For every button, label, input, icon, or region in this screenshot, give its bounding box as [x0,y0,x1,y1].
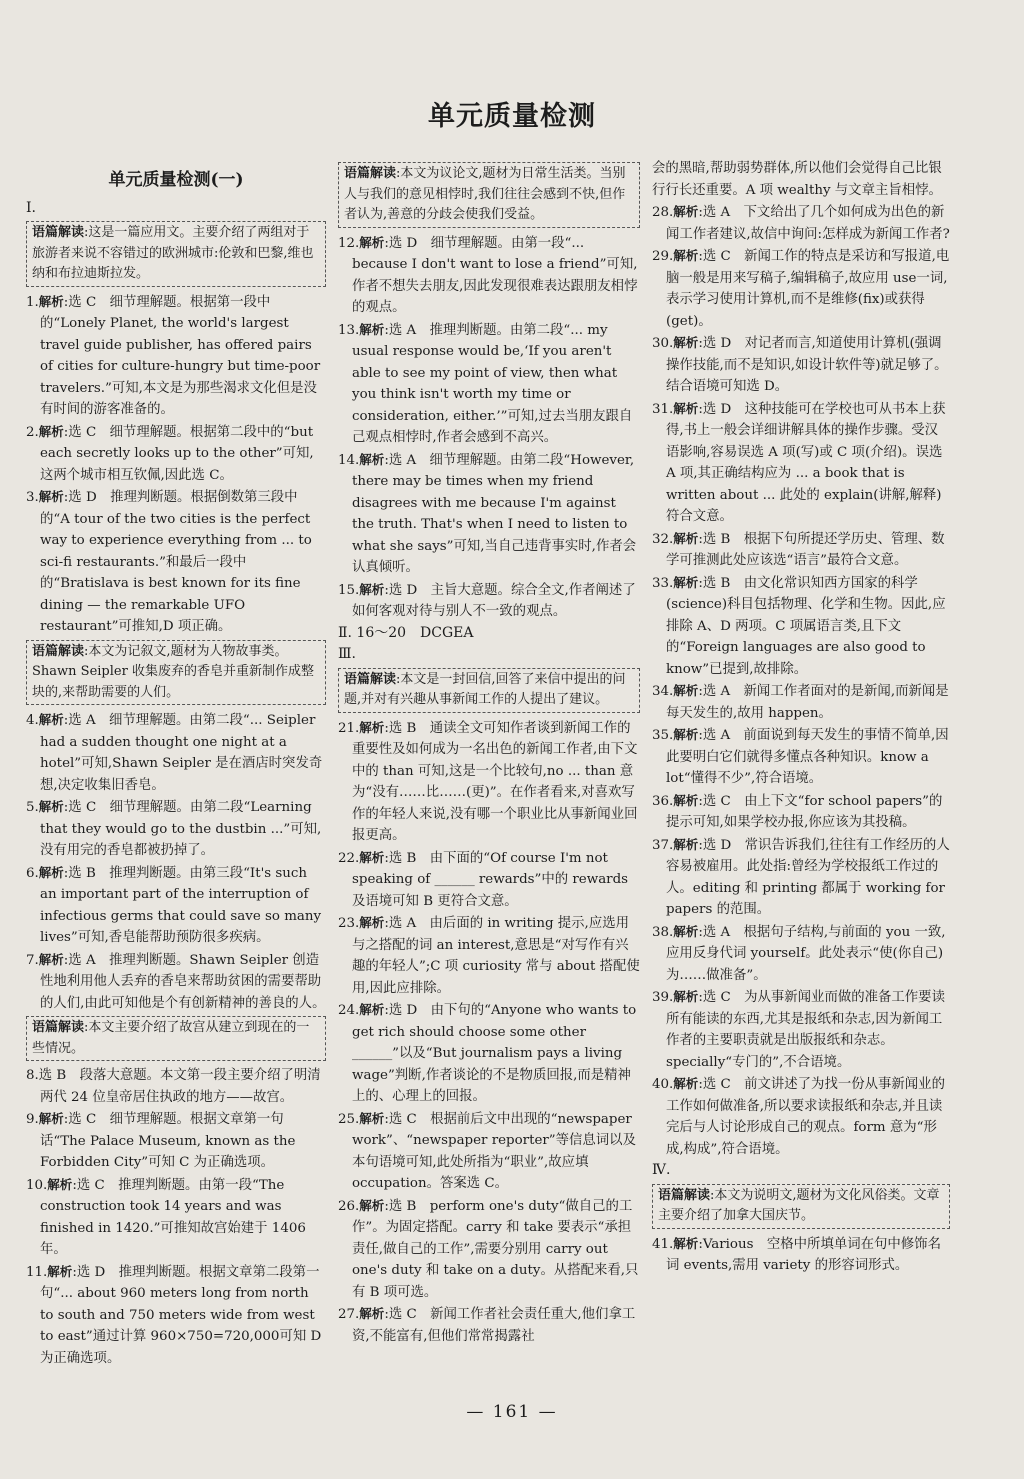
column-3 [652,158,950,1277]
summary-label: 语篇解读 [32,1020,85,1035]
item-number: 1. [26,294,39,310]
item-text: :选 A 前面说到每天发生的事情不简单,因此要明白它们就得多懂点各种知识。know a lot“懂得不少”,符合语境。 [666,728,949,786]
answer-item [652,1073,950,1160]
explanation-label: 解析 [38,712,64,727]
item-text: :选 C 新闻工作者社会责任重大,他们拿工资,不能富有,但他们常常揭露社 [352,1307,636,1344]
answer-item [338,1303,640,1347]
answer-item [26,1174,326,1261]
explanation-label: 解析 [38,864,64,880]
item-number: 25. [338,1111,360,1127]
item-number: 40. [652,1077,674,1092]
item-text: :选 A 推理判断题。由第二段“... my usual response would be,‘If you aren't able to see my point of view, then what you think isn't worth my time or consideration, either.’”可知,过去当朋友跟自己观点相悖时,作者会感到不高兴。 [352,322,633,445]
item-text: :选 B 由文化常识知西方国家的科学(science)科目包括物理、化学和生物。因此,应排除 A、D 两项。C 项属语言类,且下文的“Foreign languages are also good to know”已提到,故排除。 [666,575,946,677]
item-text: :选 A 根据句子结构,与前面的 you 一致,应用反身代词 yourself。此处表示“使(你自己)为……做准备”。 [666,924,946,983]
item-number: 29. [652,249,674,264]
item-text: :选 D 常识告诉我们,往往有工作经历的人容易被雇用。此处指:曾经为学校报纸工作过的人。editing 和 printing 都属于 working for papers 的范围。 [666,837,950,917]
answer-item [26,1065,326,1108]
answer-item [26,421,326,487]
item-number: 33. [652,575,674,591]
summary-text: :本文为议论文,题材为日常生活类。当别人与我们的意见相悖时,我们往往会感到不快,但作者认为,善意的分歧会使我们受益。 [344,166,626,222]
passage-summary-box [652,1184,950,1229]
explanation-label: 解析 [359,581,385,597]
item-text: :选 D 主旨大意题。综合全文,作者阐述了如何客观对待与别人不一致的观点。 [352,582,636,619]
item-number: 11. [26,1264,48,1280]
item-number: 4. [26,713,39,728]
item-number: 7. [26,952,39,968]
explanation-label: 解析 [673,727,699,742]
continued-text: 会的黑暗,帮助弱势群体,所以他们会觉得自己比银行行长还重要。A 项 wealthy 与文章主旨相悖。 [652,161,942,198]
summary-label: 语篇解读 [658,1187,711,1203]
answer-item [338,717,640,847]
answer-item [652,528,950,572]
explanation-label: 解析 [38,423,64,439]
summary-text: :本文是一封回信,回答了来信中提出的问题,并对有兴趣从事新闻工作的人提出了建议。 [344,671,626,707]
summary-text: :本文主要介绍了故宫从建立到现在的一些情况。 [32,1020,310,1056]
passage-summary-box [338,162,640,228]
summary-text: :本文为说明文,题材为文化风俗类。文章主要介绍了加拿大国庆节。 [658,1187,940,1223]
item-number: 13. [338,322,360,338]
part-heading: Ⅳ. [652,1162,671,1178]
item-number: 9. [26,1112,39,1127]
item-text: :选 A 由后面的 in writing 提示,应选用与之搭配的词 an interest,意思是“对写作有兴趣的年轻人”;C 项 curiosity 常与 about 搭配使用,因此应排除。 [352,916,640,996]
answer-item [652,201,950,245]
page-title: 单元质量检测 [428,101,596,132]
answer-item [652,724,950,790]
passage-summary-box [26,640,326,706]
item-number: 14. [338,452,360,468]
item-number: 30. [652,336,674,351]
answer-item [338,579,640,623]
answer-item [338,999,640,1108]
item-number: 28. [652,205,674,220]
answer-item [26,796,326,862]
answer-item [26,486,326,638]
item-number: 8. [26,1068,39,1083]
item-number: 6. [26,865,39,881]
item-text: :选 D 由下句的“Anyone who wants to get rich should choose some other ______”以及“But journalism pays a living wage”判断,作者谈论的不是物质回报,而是精神上的、心理上的回报。 [352,1003,637,1104]
answer-item [26,291,326,421]
item-text: :选 C 为从事新闻业而做的准备工作要读所有能读的东西,尤其是报纸和杂志,因为新闻工作者的主要职责就是出版报纸和杂志。specially“专门的”,不合语境。 [666,990,945,1070]
summary-label: 语篇解读 [32,225,85,240]
item-text: :选 D 推理判断题。根据文章第二段第一句“... about 960 meters long from north to south and 750 meters wide from west to east”通过计算 960×750=720,000可知 D 为正确选项。 [40,1264,322,1366]
item-number: 15. [338,582,360,598]
item-text: :选 B 推理判断题。由第三段“It's such an important part of the interruption of infectious germs that could save so many lives”可知,香皂能帮助预防很多疾病。 [40,865,322,945]
item-text: :选 D 推理判断题。根据倒数第三段中的“A tour of the two cities is the perfect way to experience everything from ... to sci-fi restaurants.”和最后一段中的“Bratislava is best known for its fine dining — the remarkable UFO restaurant”可推知,D 项正确。 [40,490,312,634]
item-number: 38. [652,924,674,940]
item-number: 23. [338,916,360,931]
explanation-label: 解析 [359,451,385,467]
column-2 [338,160,640,1347]
item-number: 26. [338,1198,360,1214]
explanation-label: 解析 [359,1110,385,1126]
item-text: :选 C 新闻工作的特点是采访和写报道,电脑一般是用来写稿子,编辑稿子,故应用 use一词,表示学习使用计算机,而不是维修(fix)或获得(get)。 [666,249,950,329]
answer-item [26,1108,326,1174]
explanation-label: 解析 [673,923,699,939]
column-1 [26,160,326,1369]
answer-item [652,332,950,398]
item-text: :选 B 通读全文可知作者谈到新闻工作的重要性及如何成为一名出色的新闻工作者,由下文中的 than 可知,这是一个比较句,no ... than 意为“没有……比……(更)”。在作者看来,对喜欢写作的年轻人来说,没有哪一个职业比从事新闻业回报更高。 [352,720,638,843]
item-number: 31. [652,401,674,417]
item-text: 选 B 段落大意题。本文第一段主要介绍了明清两代 24 位皇帝居住执政的地方——故宫。 [38,1068,321,1105]
answer-item [652,680,950,724]
answer-item [652,986,950,1073]
answer-item [652,572,950,681]
item-number: 39. [652,990,674,1005]
explanation-label: 解析 [38,293,64,309]
answer-item [652,1233,950,1277]
answer-item [652,790,950,834]
explanation-label: 解析 [47,1263,73,1279]
item-number: 37. [652,837,674,853]
item-text: :选 A 下文给出了几个如何成为出色的新闻工作者建议,故信中询问:怎样成为新闻工作者? [666,205,950,242]
part-heading: Ⅰ. [26,199,36,216]
explanation-label: 解析 [359,234,385,250]
item-text: :选 A 细节理解题。由第二段“... Seipler had a sudden thought one night at a hotel”可知,Shawn Seipler 是在酒店时突发奇想,决定收集旧香皂。 [40,713,323,793]
part-heading: Ⅲ. [338,646,356,662]
summary-text: :这是一篇应用文。主要介绍了两组对于旅游者来说不容错过的欧洲城市:伦敦和巴黎,维也纳和布拉迪斯拉发。 [32,225,314,281]
answer-item [652,245,950,332]
explanation-label: 解析 [673,248,699,263]
page-number: — 161 — [466,1402,558,1422]
answer-item [338,1195,640,1304]
summary-label: 语篇解读 [32,643,85,659]
explanation-label: 解析 [673,400,699,416]
explanation-label: 解析 [673,204,699,219]
item-text: :选 C 根据前后文中出现的“newspaper work”、“newspaper reporter”等信息词以及本句语境可知,此处所指为“职业”,故应填 occupation。答案选 C。 [352,1111,636,1191]
explanation-label: 解析 [359,1002,385,1017]
passage-summary-box [338,668,640,713]
item-text: :选 C 细节理解题。根据第一段中的“Lonely Planet, the world's largest travel guide publisher, has offered pairs of cities for culture-hungry but time-poor travelers.”可知,本文是为那些渴求文化但是没有时间的游客准备的。 [40,294,321,417]
item-text: :选 C 细节理解题。根据第二段中的“but each secretly looks up to the other”可知,这两个城市相互钦佩,因此选 C。 [40,424,314,483]
item-text: :选 A 细节理解题。由第二段“However, there may be times when my friend disagrees with me because I'm against the truth. That's when I need to listen to what she says”可知,当自己违背事实时,作者会认真倾听。 [352,452,637,575]
item-number: 22. [338,850,360,866]
item-number: 2. [26,424,39,440]
item-number: 10. [26,1177,48,1193]
passage-summary-box [26,1016,326,1061]
item-number: 35. [652,728,674,743]
item-text: :选 C 细节理解题。根据文章第一句话“The Palace Museum, known as the Forbidden City”可知 C 为正确选项。 [40,1112,296,1170]
item-number: 32. [652,531,674,547]
item-text: :选 D 对记者而言,知道使用计算机(强调操作技能,而不是知识,如设计软件等)就足够了。结合语境可知选 D。 [666,336,948,394]
answer-item [338,847,640,913]
item-number: 12. [338,235,360,251]
summary-text: :本文为记叙文,题材为人物故事类。Shawn Seipler 收集废弃的香皂并重新制作成整块的,来帮助需要的人们。 [32,643,314,700]
item-text: :选 A 新闻工作者面对的是新闻,而新闻是每天发生的,故用 happen。 [666,684,949,721]
explanation-label: 解析 [673,530,699,546]
explanation-label: 解析 [673,574,699,590]
item-text: :选 A 推理判断题。Shawn Seipler 创造性地利用他人丢弃的香皂来帮助贫困的需要帮助的人们,由此可知他是个有创新精神的善良的人。 [40,952,326,1011]
item-text: :选 B perform one's duty“做自己的工作”。为固定搭配。carry 和 take 要表示“承担责任,做自己的工作”,需要分别用 carry out one's duty 和 take on a duty。从搭配来看,只有 B 项可选。 [352,1198,639,1300]
explanation-label: 解析 [673,335,699,350]
explanation-label: 解析 [38,951,64,967]
answer-item [26,862,326,949]
explanation-label: 解析 [359,321,385,337]
answer-item [26,1261,326,1370]
item-text: :选 C 推理判断题。由第一段“The construction took 14 years and was finished in 1420.”可推知故宫始建于 1406 年。 [40,1177,306,1257]
explanation-label: 解析 [673,683,699,698]
explanation-label: 解析 [359,1197,385,1213]
explanation-label: 解析 [673,792,699,808]
answer-item [338,1108,640,1195]
summary-label: 语篇解读 [344,671,397,687]
summary-label: 语篇解读 [344,166,397,181]
explanation-label: 解析 [359,719,385,735]
item-number: 5. [26,800,39,815]
explanation-label: 解析 [673,989,699,1004]
item-number: 21. [338,720,360,736]
explanation-label: 解析 [38,489,64,504]
item-text: :选 D 这种技能可在学校也可从书本上获得,书上一般会详细讲解具体的操作步骤。受汉语影响,容易误选 A 项(写)或 C 项(介绍)。误选 A 项,其正确结构应为 ... a book that is written about ... 此处的 explain(讲解,解释)符合文意。 [666,401,946,524]
item-text: :Various 空格中所填单词在句中修饰名词 events,需用 variety 的形容词形式。 [666,1236,941,1273]
answer-item [652,834,950,921]
item-number: 24. [338,1003,360,1018]
item-number: 34. [652,684,674,699]
answer-item [652,398,950,528]
item-text: :选 B 根据下句所提还学历史、管理、数学可推测此处应该选“语言”最符合文意。 [666,531,945,568]
item-number: 36. [652,793,674,809]
item-number: 3. [26,490,39,505]
section-title: 单元质量检测(一) [108,170,244,190]
explanation-label: 解析 [38,799,64,814]
item-text: :选 C 前文讲述了为找一份从事新闻业的工作如何做准备,所以要求读报纸和杂志,并且读完后与人讨论形成自己的观点。form 意为“形成,构成”,符合语境。 [666,1077,945,1157]
explanation-label: 解析 [47,1176,73,1192]
answer-item [338,232,640,319]
answer-item [338,912,640,999]
answer-item [26,709,326,796]
item-number: 27. [338,1307,360,1322]
explanation-label: 解析 [673,836,699,852]
answer-item [338,449,640,579]
explanation-label: 解析 [673,1076,699,1091]
item-number: 41. [652,1236,674,1252]
item-text: :选 C 由上下文“for school papers”的提示可知,如果学校办报,你应该为其投稿。 [666,793,943,830]
explanation-label: 解析 [359,1306,385,1321]
explanation-label: 解析 [38,1111,64,1126]
answer-item [338,319,640,449]
item-text: :选 D 细节理解题。由第一段“... because I don't want to lose a friend”可知,作者不想失去朋友,因此发现很难表达跟朋友相悖的观点。 [352,235,638,315]
explanation-label: 解析 [673,1235,699,1251]
item-text: :选 B 由下面的“Of course I'm not speaking of ______ rewards”中的 rewards 及语境可知 B 更符合文意。 [352,850,629,909]
answer-item [652,921,950,987]
explanation-label: 解析 [359,849,385,865]
part-heading: Ⅱ. 16～20 DCGEA [338,624,474,641]
answer-item [26,949,326,1015]
passage-summary-box [26,221,326,287]
item-text: :选 C 细节理解题。由第二段“Learning that they would go to the dustbin ...”可知,没有用完的香皂都被扔掉了。 [40,800,322,858]
explanation-label: 解析 [359,915,385,930]
